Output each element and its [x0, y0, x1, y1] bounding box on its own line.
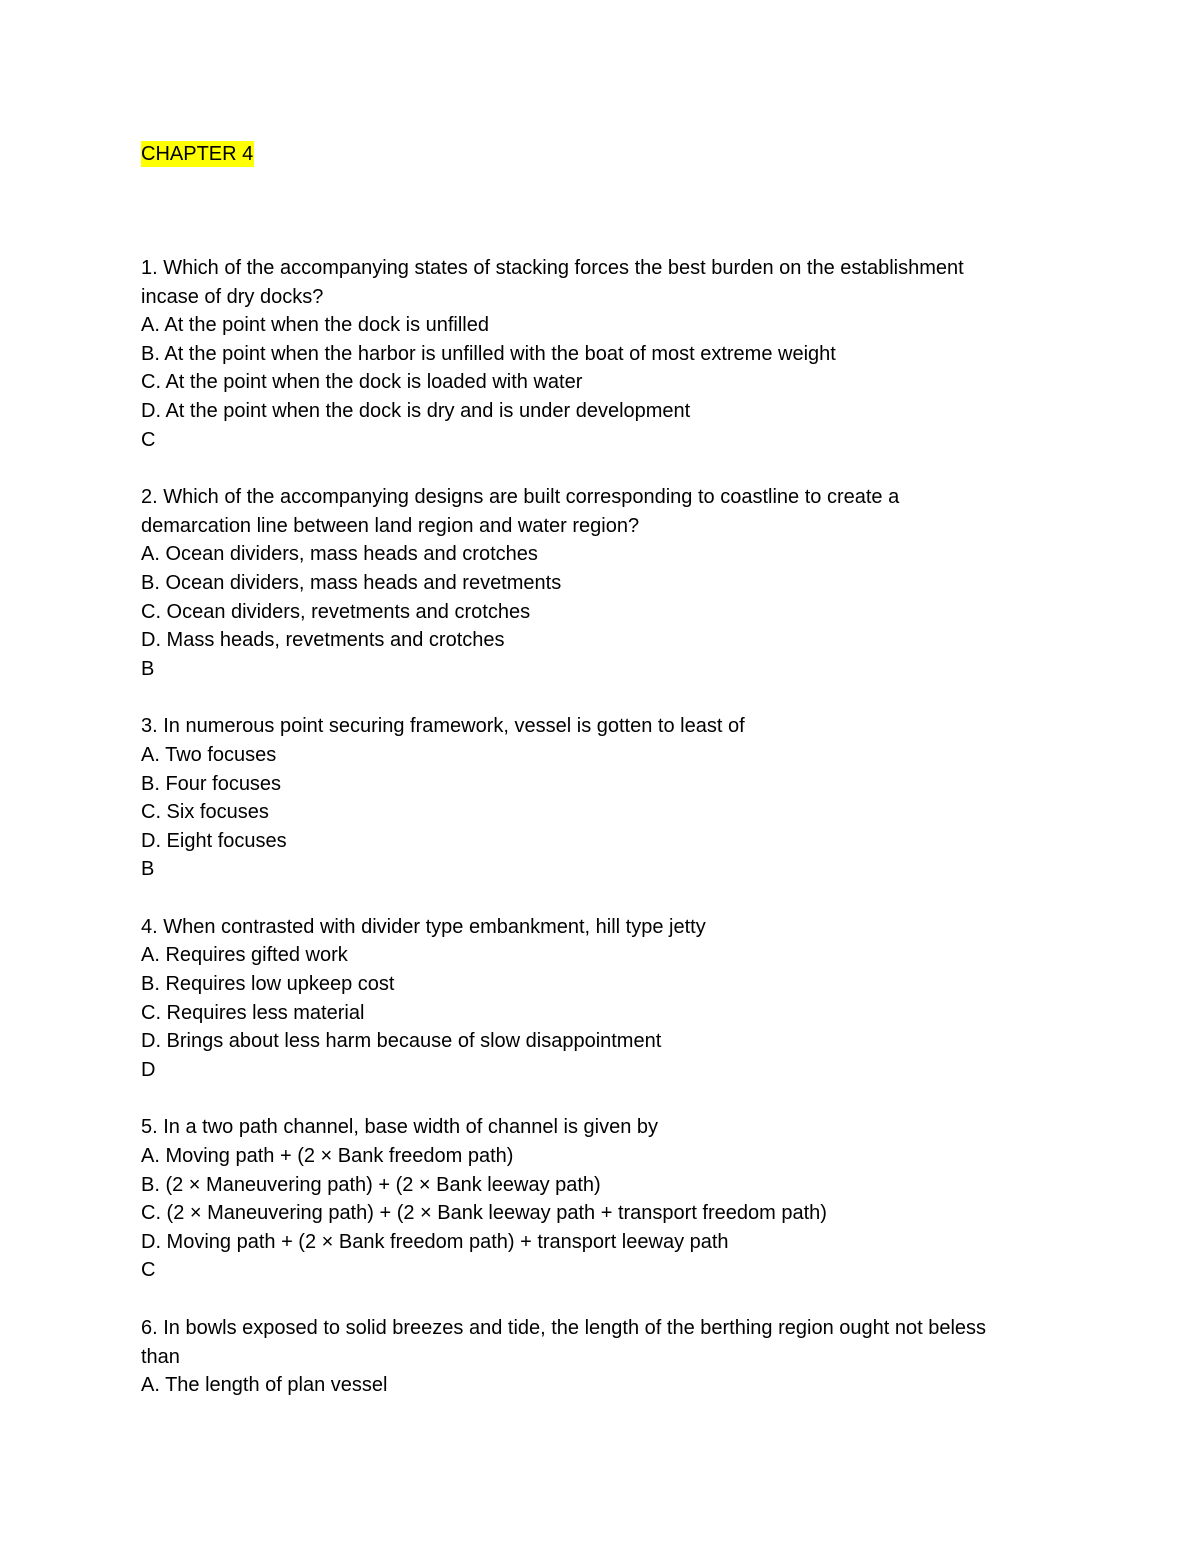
correct-answer: D [141, 1058, 156, 1081]
correct-answer: C [141, 1259, 156, 1282]
question-6 [141, 1314, 1101, 1400]
question-stem-line: 5. In a two path channel, base width of channel is given by [141, 1116, 659, 1139]
answer-option-d: D. Eight focuses [141, 829, 287, 852]
answer-option-b: B. At the point when the harbor is unfilled with the boat of most extreme weight [141, 342, 836, 365]
answer-option-a: A. Ocean dividers, mass heads and crotches [141, 543, 538, 566]
answer-option-c: C. Six focuses [141, 801, 269, 824]
answer-option-c: C. Ocean dividers, revetments and crotches [141, 600, 531, 623]
question-stem-line: incase of dry docks? [141, 285, 324, 308]
chapter-heading: CHAPTER 4 [141, 143, 254, 165]
question-5 [141, 1113, 1101, 1285]
question-stem-line: 3. In numerous point securing framework, vessel is gotten to least of [141, 715, 745, 738]
answer-option-a: A. Moving path + (2 × Bank freedom path) [141, 1145, 514, 1168]
question-3 [141, 712, 1101, 884]
question-stem-line: 4. When contrasted with divider type embankment, hill type jetty [141, 915, 706, 938]
answer-option-b: B. Requires low upkeep cost [141, 973, 395, 996]
question-stem-line: demarcation line between land region and water region? [141, 514, 640, 537]
question-list [141, 254, 1101, 1429]
answer-option-d: D. Mass heads, revetments and crotches [141, 629, 505, 652]
correct-answer: B [141, 657, 155, 680]
answer-option-c: C. (2 × Maneuvering path) + (2 × Bank leeway path + transport freedom path) [141, 1202, 827, 1225]
answer-option-b: B. Ocean dividers, mass heads and revetments [141, 571, 562, 594]
answer-option-d: D. At the point when the dock is dry and is under development [141, 399, 691, 422]
answer-option-a: A. Requires gifted work [141, 944, 348, 967]
question-1 [141, 254, 1101, 454]
answer-option-d: D. Moving path + (2 × Bank freedom path) + transport leeway path [141, 1230, 729, 1253]
question-2 [141, 483, 1101, 683]
answer-option-d: D. Brings about less harm because of slow disappointment [141, 1030, 662, 1053]
answer-option-a: A. At the point when the dock is unfilled [141, 314, 489, 337]
answer-option-b: B. (2 × Maneuvering path) + (2 × Bank leeway path) [141, 1173, 601, 1196]
answer-option-a: A. The length of plan vessel [141, 1374, 388, 1397]
answer-option-a: A. Two focuses [141, 743, 277, 766]
answer-option-c: C. At the point when the dock is loaded with water [141, 371, 583, 394]
question-stem-line: 2. Which of the accompanying designs are built corresponding to coastline to create a [141, 486, 900, 509]
answer-option-b: B. Four focuses [141, 772, 282, 795]
correct-answer: B [141, 858, 155, 881]
answer-option-c: C. Requires less material [141, 1001, 365, 1024]
correct-answer: C [141, 428, 156, 451]
question-4 [141, 913, 1101, 1085]
question-stem-line: than [141, 1345, 180, 1368]
question-stem-line: 1. Which of the accompanying states of stacking forces the best burden on the establishment [141, 257, 964, 279]
question-stem-line: 6. In bowls exposed to solid breezes and tide, the length of the berthing region ought not beless [141, 1317, 987, 1339]
